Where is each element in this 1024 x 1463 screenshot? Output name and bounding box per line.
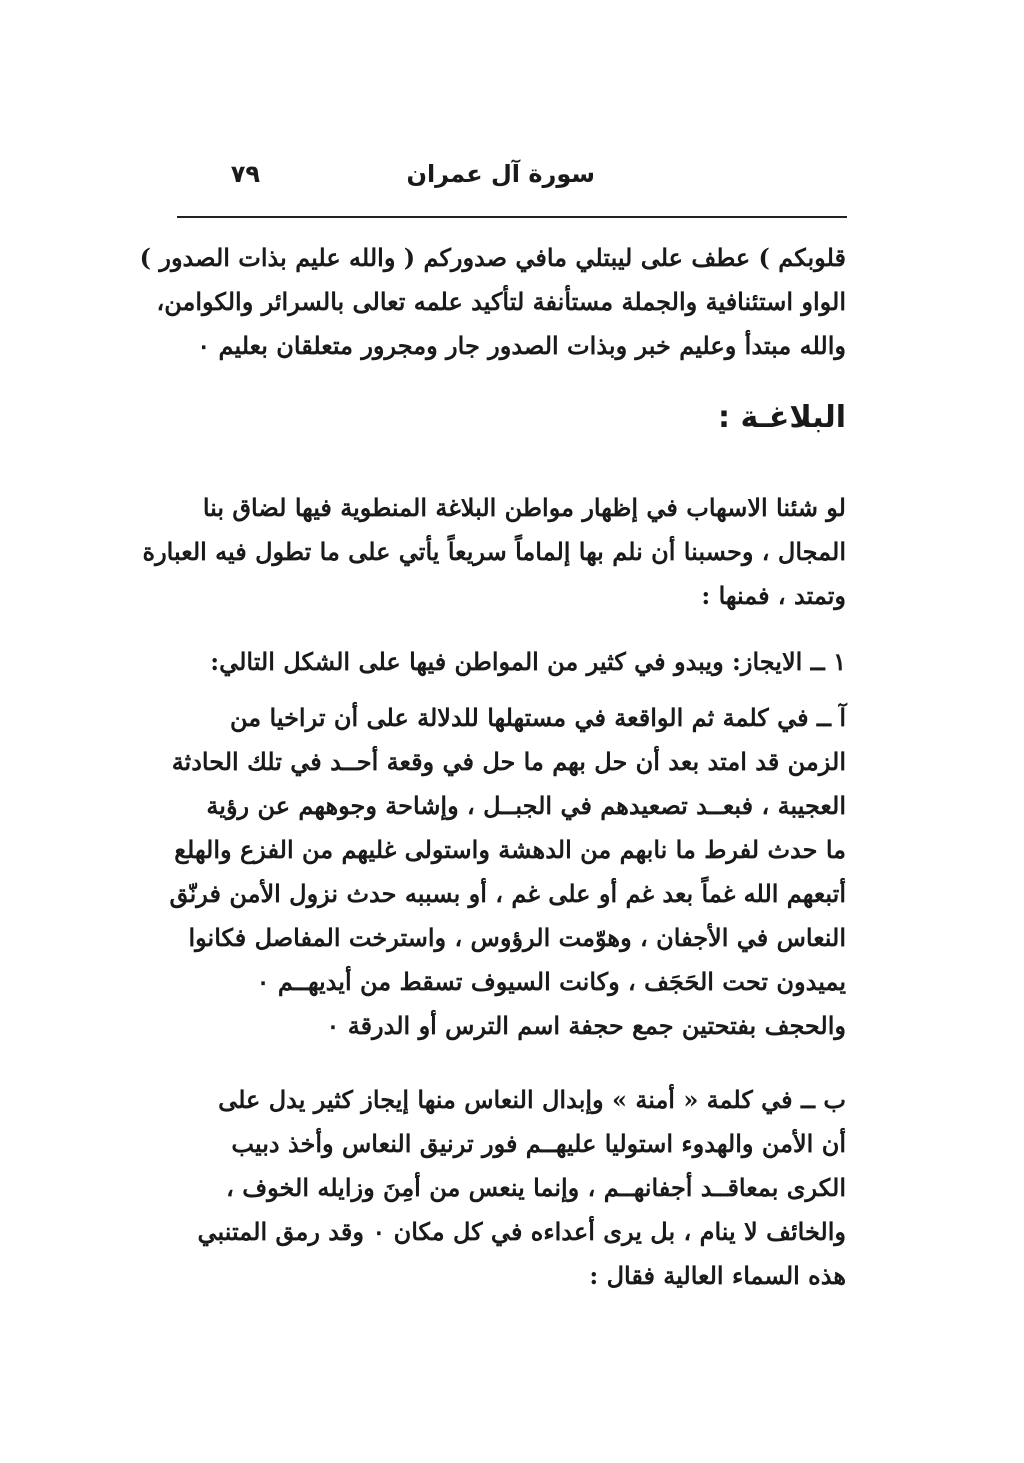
preface-paragraph: [142, 486, 846, 618]
point-b-paragraph: [178, 1078, 846, 1298]
text-line: هذه السماء العالية فقال :: [589, 1261, 846, 1290]
text-line: يميدون تحت الحَجَف ، وكانت السيوف تسقط من أيديهــم ٠: [256, 967, 846, 996]
text-line: لو شئنا الاسهاب في إظهار مواطن البلاغة المنطوية فيها لضاق بنا: [202, 493, 846, 522]
header-rule: [177, 216, 847, 218]
running-title: سورة آل عمران: [406, 160, 595, 188]
text-line: أن الأمن والهدوء استوليا عليهــم فور ترنيق النعاس وأخذ دبيب: [231, 1129, 846, 1158]
text-line: قلوبكم ) عطف على ليبتلي مافي صدوركم ( والله عليم بذات الصدور ): [139, 243, 846, 272]
text-line: وتمتد ، فمنها :: [701, 581, 846, 610]
text-line: والحجف بفتحتين جمع حجفة اسم الترس أو الدرقة ٠: [326, 1011, 846, 1040]
text-line: والله مبتدأ وعليم خبر وبذات الصدور جار ومجرور متعلقان بعليم ٠: [197, 331, 846, 360]
text-line: أتبعهم الله غماً بعد غم أو على غم ، أو بسببه حدث نزول الأمن فرنّق: [169, 879, 846, 908]
page-number: ٧٩: [230, 160, 260, 188]
text-line: ما حدث لفرط ما نابهم من الدهشة واستولى غليهم من الفزع والهلع: [174, 835, 846, 864]
section-heading: البلاغـة :: [718, 400, 846, 435]
point-1-title: [178, 640, 846, 684]
text-line: ب ــ في كلمة « أمنة » وإبدال النعاس منها إيجاز كثير يدل على: [218, 1085, 846, 1114]
text-line: النعاس في الأجفان ، وهوّمت الرؤوس ، واسترخت المفاصل فكانوا: [188, 923, 846, 952]
intro-paragraph: [139, 236, 846, 368]
text-line: والخائف لا ينام ، بل يرى أعداءه في كل مكان ٠ وقد رمق المتنبي: [197, 1217, 846, 1246]
text-line: الزمن قد امتد بعد أن حل بهم ما حل في وقعة أحــد في تلك الحادثة: [171, 747, 846, 776]
text-line: العجيبة ، فبعــد تصعيدهم في الجبــل ، وإشاحة وجوههم عن رؤية: [206, 791, 846, 820]
point-a-paragraph: [169, 696, 846, 1048]
text-line: ١ ــ الايجاز: ويبدو في كثير من المواطن فيها على الشكل التالي:: [210, 647, 846, 676]
text-line: المجال ، وحسبنا أن نلم بها إلماماً سريعاً يأتي على ما تطول فيه العبارة: [142, 537, 846, 566]
page-header: [180, 160, 845, 200]
text-line: الكرى بمعاقــد أجفانهــم ، وإنما ينعس من أمِنَ وزايله الخوف ،: [226, 1173, 846, 1202]
text-line: آ ــ في كلمة ثم الواقعة في مستهلها للدلالة على أن تراخيا من: [230, 703, 846, 732]
text-line: الواو استئنافية والجملة مستأنفة لتأكيد علمه تعالى بالسرائر والكوامن،: [156, 287, 846, 316]
